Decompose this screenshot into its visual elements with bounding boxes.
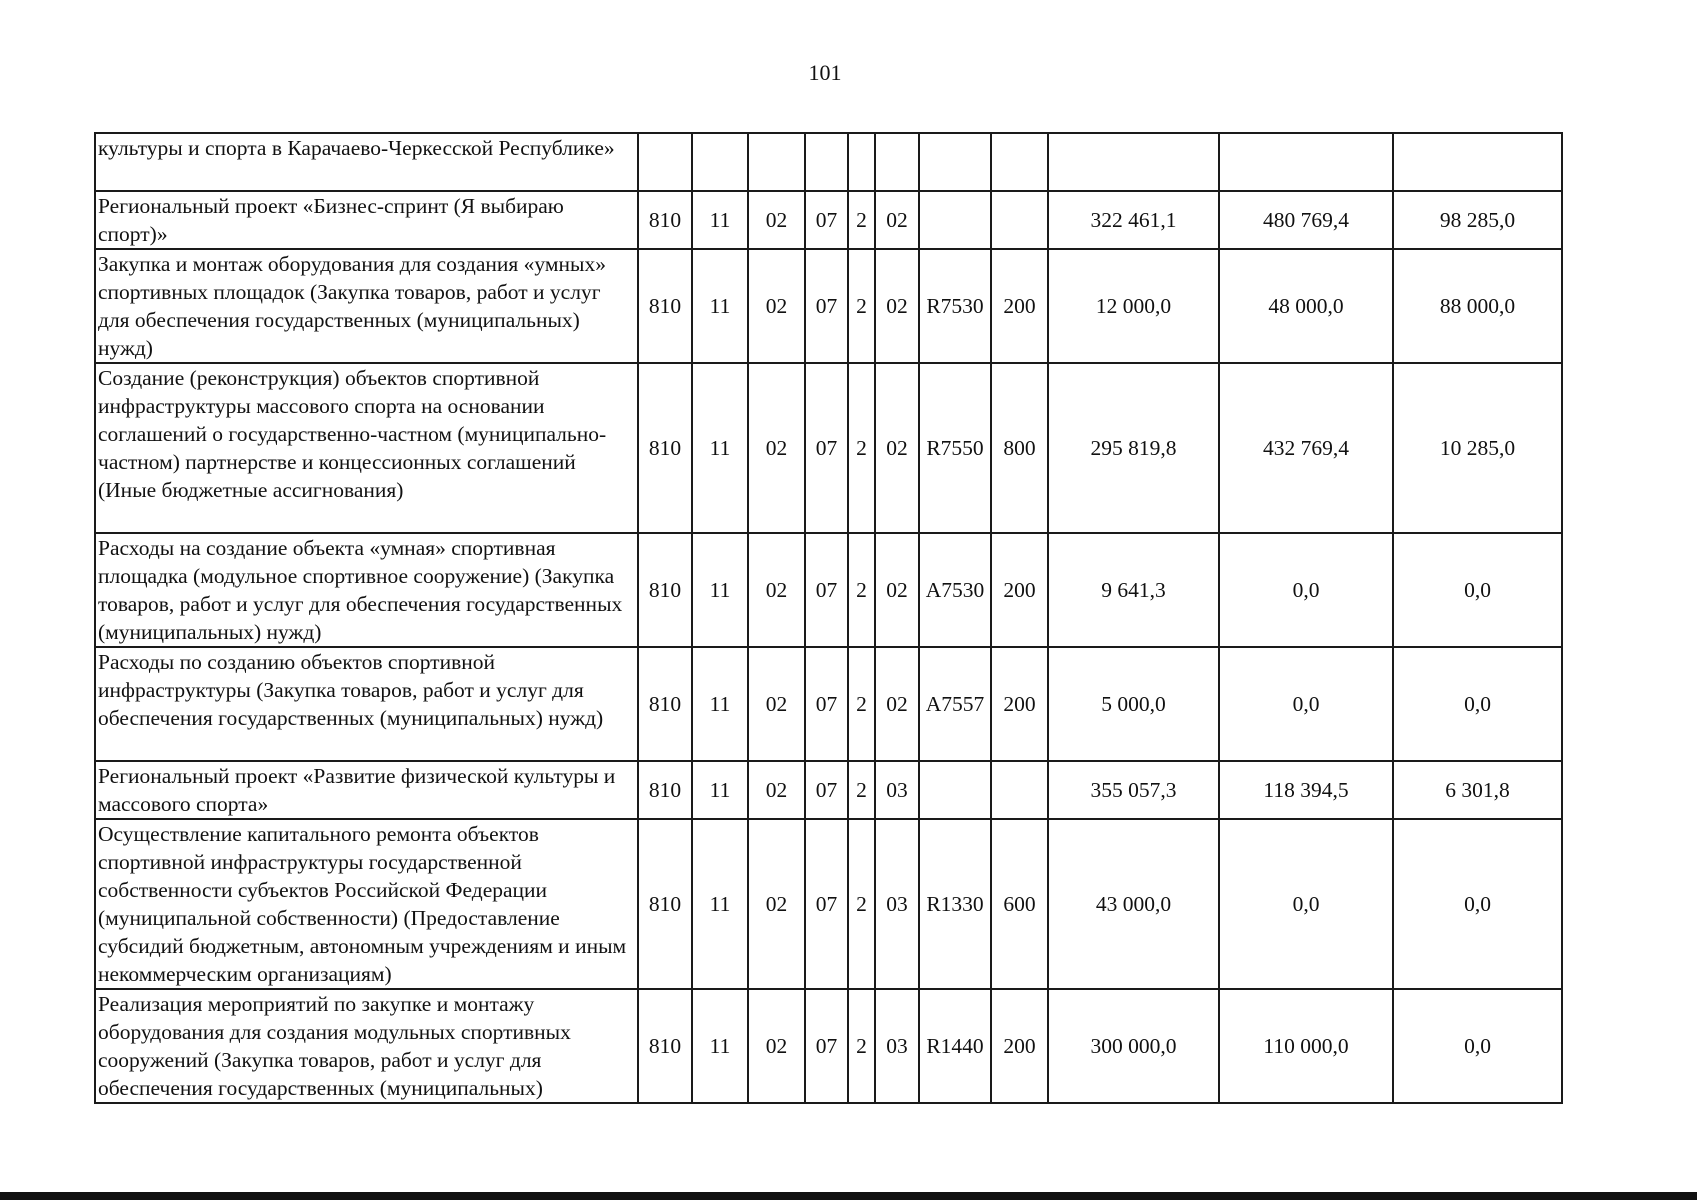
cell-ved: 810 [638, 363, 692, 533]
cell-cs-direction: R7530 [919, 249, 991, 363]
cell-ved: 810 [638, 533, 692, 647]
cell-cs-program: 07 [805, 191, 848, 249]
table-row [95, 191, 1562, 249]
cell-vr: 200 [991, 533, 1048, 647]
cell-cs-direction: R1440 [919, 989, 991, 1103]
cell-ved: 810 [638, 761, 692, 819]
cell-name: Расходы по созданию объектов спортивной инфраструктуры (Закупка товаров, работ и услуг для обеспечения государственных (муниципальных) нужд) [95, 647, 638, 761]
cell-vr [991, 133, 1048, 191]
cell-sum-year1: 9 641,3 [1048, 533, 1219, 647]
cell-cs-program: 07 [805, 761, 848, 819]
cell-cs-program: 07 [805, 533, 848, 647]
cell-cs-type: 2 [848, 989, 875, 1103]
cell-cs-direction: R1330 [919, 819, 991, 989]
cell-sum-year1: 300 000,0 [1048, 989, 1219, 1103]
cell-rz: 11 [692, 647, 748, 761]
cell-name: Региональный проект «Развитие физической культуры и массового спорта» [95, 761, 638, 819]
cell-pr: 02 [748, 761, 805, 819]
cell-pr [748, 133, 805, 191]
cell-cs-type: 2 [848, 647, 875, 761]
cell-cs-program: 07 [805, 647, 848, 761]
cell-pr: 02 [748, 191, 805, 249]
cell-sum-year2: 110 000,0 [1219, 989, 1393, 1103]
cell-ved: 810 [638, 249, 692, 363]
cell-cs-type: 2 [848, 533, 875, 647]
cell-cs-type [848, 133, 875, 191]
cell-name: Осуществление капитального ремонта объектов спортивной инфраструктуры государственной собственности субъектов Российской Федерации (муниципальной собственности) (Предоставление субсидий бюджетным, автономным учреждениям и иным некоммерческим организациям) [95, 819, 638, 989]
table-row [95, 249, 1562, 363]
scan-edge-bar [0, 1192, 1697, 1200]
cell-pr: 02 [748, 533, 805, 647]
cell-name: Создание (реконструкция) объектов спортивной инфраструктуры массового спорта на основании соглашений о государственно-частном (муниципально-частном) партнерстве и концессионных соглашений (Иные бюджетные ассигнования) [95, 363, 638, 533]
cell-cs-type: 2 [848, 819, 875, 989]
cell-cs-direction: R7550 [919, 363, 991, 533]
cell-vr: 800 [991, 363, 1048, 533]
cell-cs-direction: A7557 [919, 647, 991, 761]
cell-sum-year3 [1393, 133, 1562, 191]
cell-pr: 02 [748, 249, 805, 363]
cell-sum-year3: 6 301,8 [1393, 761, 1562, 819]
cell-rz: 11 [692, 819, 748, 989]
page-number: 101 [808, 60, 842, 85]
cell-cs-program: 07 [805, 363, 848, 533]
cell-sum-year1: 295 819,8 [1048, 363, 1219, 533]
cell-vr: 200 [991, 989, 1048, 1103]
cell-rz: 11 [692, 533, 748, 647]
cell-sum-year2: 0,0 [1219, 533, 1393, 647]
cell-rz: 11 [692, 989, 748, 1103]
cell-rz: 11 [692, 761, 748, 819]
cell-pr: 02 [748, 989, 805, 1103]
cell-rz: 11 [692, 363, 748, 533]
cell-sum-year2: 480 769,4 [1219, 191, 1393, 249]
cell-ved [638, 133, 692, 191]
cell-sum-year1 [1048, 133, 1219, 191]
cell-cs-direction [919, 191, 991, 249]
cell-pr: 02 [748, 819, 805, 989]
cell-vr: 200 [991, 249, 1048, 363]
table-row [95, 819, 1562, 989]
cell-sum-year2: 0,0 [1219, 647, 1393, 761]
cell-sum-year3: 0,0 [1393, 819, 1562, 989]
cell-vr [991, 191, 1048, 249]
cell-sum-year3: 0,0 [1393, 989, 1562, 1103]
cell-cs-event: 03 [875, 989, 919, 1103]
cell-vr: 200 [991, 647, 1048, 761]
cell-name: Закупка и монтаж оборудования для создания «умных» спортивных площадок (Закупка товаров, работ и услуг для обеспечения государственных (муниципальных) нужд) [95, 249, 638, 363]
cell-name: Региональный проект «Бизнес-спринт (Я выбираю спорт)» [95, 191, 638, 249]
cell-sum-year2: 48 000,0 [1219, 249, 1393, 363]
table-row [95, 989, 1562, 1103]
cell-cs-event: 02 [875, 533, 919, 647]
cell-rz [692, 133, 748, 191]
cell-cs-direction [919, 761, 991, 819]
cell-cs-type: 2 [848, 761, 875, 819]
cell-cs-event [875, 133, 919, 191]
cell-sum-year1: 12 000,0 [1048, 249, 1219, 363]
cell-name: Расходы на создание объекта «умная» спортивная площадка (модульное спортивное сооружение) (Закупка товаров, работ и услуг для обеспечения государственных (муниципальных) нужд) [95, 533, 638, 647]
cell-ved: 810 [638, 989, 692, 1103]
cell-sum-year1: 322 461,1 [1048, 191, 1219, 249]
cell-ved: 810 [638, 819, 692, 989]
cell-rz: 11 [692, 191, 748, 249]
cell-sum-year2 [1219, 133, 1393, 191]
cell-sum-year3: 10 285,0 [1393, 363, 1562, 533]
cell-cs-direction: A7530 [919, 533, 991, 647]
cell-cs-event: 02 [875, 647, 919, 761]
table-row [95, 533, 1562, 647]
table-row [95, 647, 1562, 761]
table-row [95, 363, 1562, 533]
table-row [95, 761, 1562, 819]
cell-sum-year3: 0,0 [1393, 647, 1562, 761]
cell-ved: 810 [638, 647, 692, 761]
cell-vr: 600 [991, 819, 1048, 989]
cell-vr [991, 761, 1048, 819]
cell-sum-year2: 0,0 [1219, 819, 1393, 989]
cell-cs-event: 03 [875, 761, 919, 819]
cell-pr: 02 [748, 363, 805, 533]
cell-cs-program: 07 [805, 989, 848, 1103]
cell-sum-year1: 5 000,0 [1048, 647, 1219, 761]
cell-cs-type: 2 [848, 363, 875, 533]
cell-sum-year1: 355 057,3 [1048, 761, 1219, 819]
cell-cs-type: 2 [848, 191, 875, 249]
cell-sum-year3: 88 000,0 [1393, 249, 1562, 363]
cell-cs-type: 2 [848, 249, 875, 363]
cell-sum-year2: 432 769,4 [1219, 363, 1393, 533]
cell-cs-event: 02 [875, 191, 919, 249]
budget-table [94, 132, 1563, 1104]
cell-rz: 11 [692, 249, 748, 363]
cell-pr: 02 [748, 647, 805, 761]
cell-cs-program: 07 [805, 249, 848, 363]
cell-name: культуры и спорта в Карачаево-Черкесской Республике» [95, 133, 638, 191]
cell-sum-year1: 43 000,0 [1048, 819, 1219, 989]
cell-name: Реализация мероприятий по закупке и монтажу оборудования для создания модульных спортивных сооружений (Закупка товаров, работ и услуг для обеспечения государственных (муниципальных) [95, 989, 638, 1103]
table-row [95, 133, 1562, 191]
cell-cs-program: 07 [805, 819, 848, 989]
cell-sum-year2: 118 394,5 [1219, 761, 1393, 819]
cell-cs-event: 02 [875, 249, 919, 363]
cell-cs-event: 02 [875, 363, 919, 533]
cell-cs-program [805, 133, 848, 191]
cell-cs-event: 03 [875, 819, 919, 989]
cell-cs-direction [919, 133, 991, 191]
cell-ved: 810 [638, 191, 692, 249]
cell-sum-year3: 98 285,0 [1393, 191, 1562, 249]
cell-sum-year3: 0,0 [1393, 533, 1562, 647]
